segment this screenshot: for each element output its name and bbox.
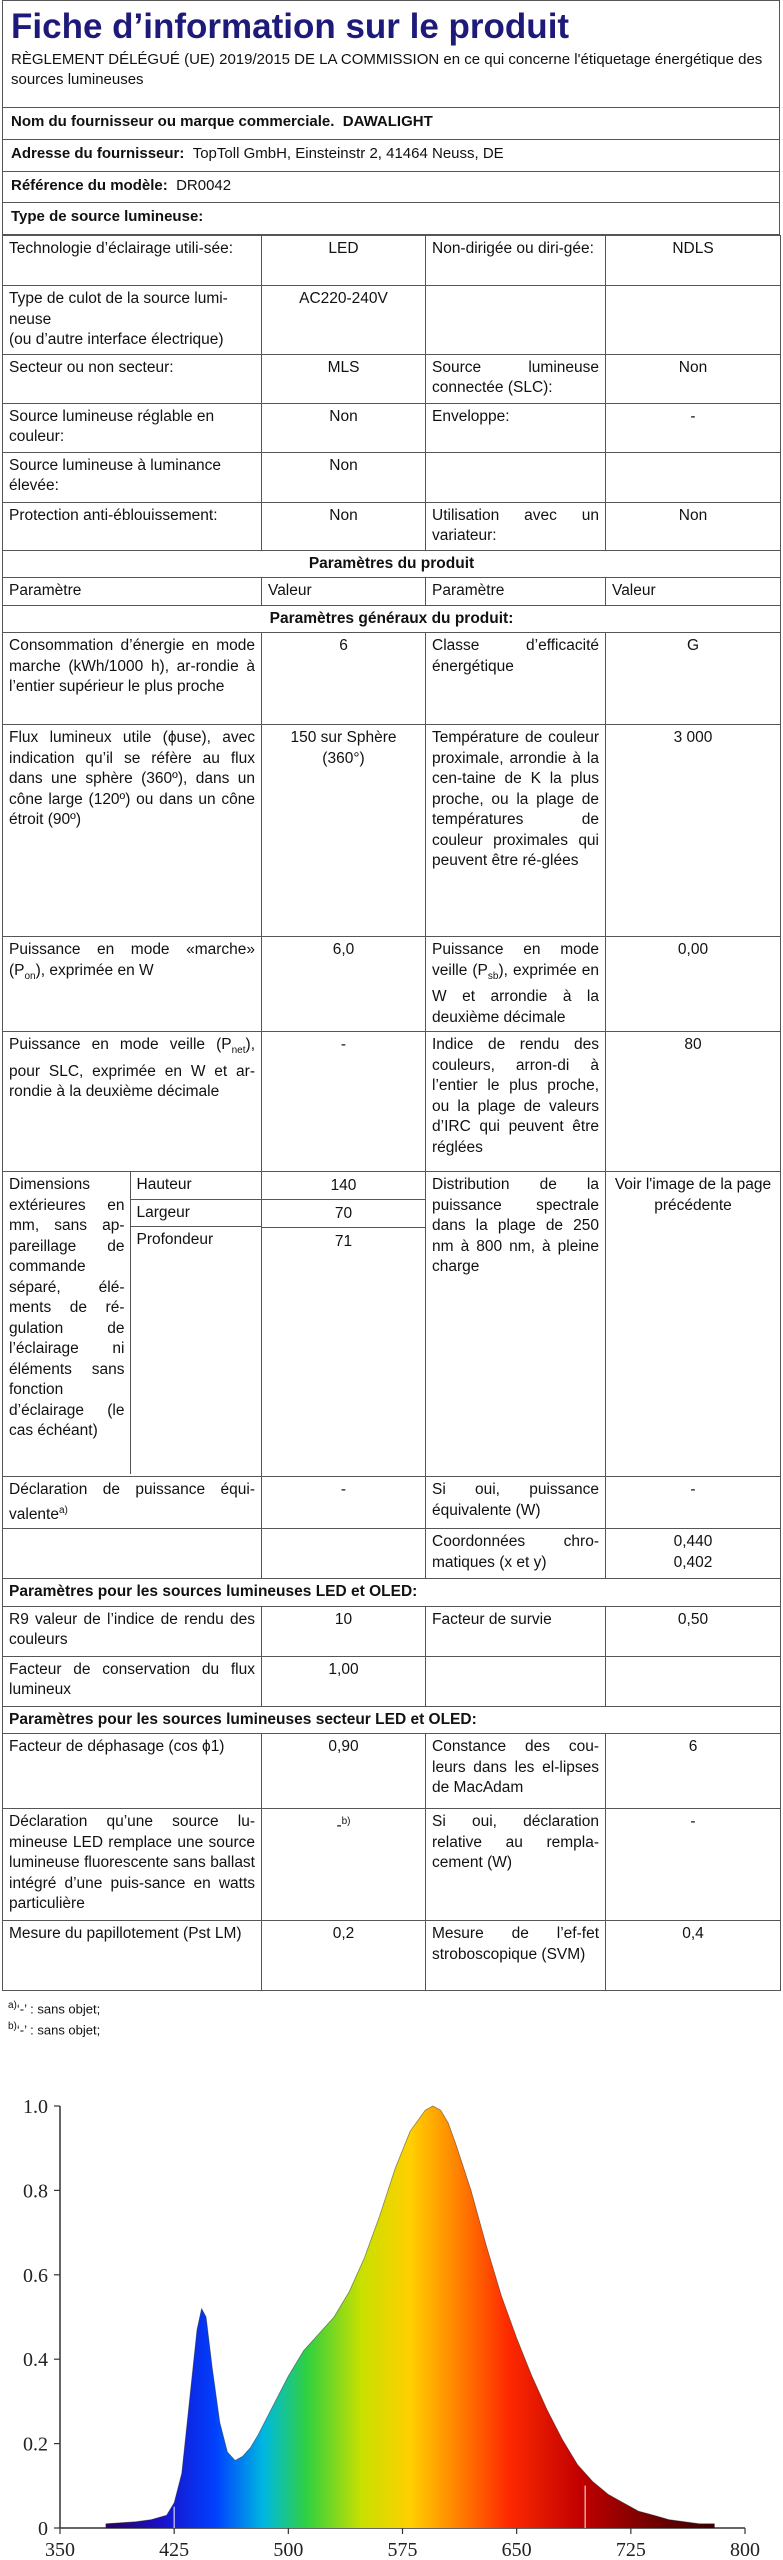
address-row [2, 140, 780, 172]
table-row: Protection anti-éblouissement: Non Utilisation avec un variateur: Non [3, 502, 781, 550]
regulation-text: RÈGLEMENT DÉLÉGUÉ (UE) 2019/2015 DE LA COMMISSION en ce qui concerne l'étiquetage énergétique des sources lumineuses [2, 48, 780, 108]
y-tick-label: 0.4 [23, 2349, 48, 2372]
table-row: Facteur de conservation du flux lumineux 1,00 [3, 1656, 781, 1706]
x-tick-label: 650 [501, 2539, 532, 2560]
product-table [2, 235, 781, 1991]
x-tick-label: 575 [387, 2539, 418, 2560]
table-row: R9 valeur de l’indice de rendu des couleurs 10 Facteur de survie 0,50 [3, 1606, 781, 1656]
x-tick-label: 350 [45, 2539, 75, 2560]
section-header: Paramètres pour les sources lumineuses LED et OLED: [3, 1579, 781, 1607]
y-tick-label: 0.6 [23, 2264, 48, 2287]
section-header: Paramètres du produit [3, 550, 781, 578]
table-row: Coordonnées chro-matiques (x et y) 0,440 0,402 [3, 1529, 781, 1579]
type-section-title: Type de source lumineuse: [2, 203, 780, 235]
table-row: Technologie d’éclairage utili-sée: LED Non-dirigée ou diri-gée: NDLS [3, 236, 781, 286]
table-row: Flux lumineux utile (ϕuse), avec indication qu’il se réfère au flux dans une sphère (360º), dans un cône large (120º) ou dans un cône étroit (90º) 150 sur Sphère (360°) Température de couleur proximale, arrondie à la cen-taine de K la plus proche, ou la plage de températures de couleur proximales qui peuvent être ré-glées 3 000 [3, 725, 781, 937]
y-tick-label: 0.2 [23, 2433, 48, 2456]
address-value: TopToll GmbH, Einsteinstr 2, 41464 Neuss, DE [192, 145, 504, 162]
supplier-row [2, 108, 780, 140]
table-row: Source lumineuse réglable en couleur: Non Enveloppe: - [3, 403, 781, 452]
model-row [2, 172, 780, 203]
table-row: Mesure du papillotement (Pst LM) 0,2 Mesure de l’ef-fet stroboscopique (SVM) 0,4 [3, 1921, 781, 1991]
spectrum-area [106, 2106, 715, 2528]
y-tick-label: 0.8 [23, 2180, 48, 2203]
table-row: Puissance en mode veille $(P_{net})$, pour SLC, exprimée en W et ar-rondie à la deuxième décimale - Indice de rendu des couleurs, arron-di à l’entier le plus proche, ou la plage de valeurs d’IRC qui peuvent être réglées 80 [3, 1032, 781, 1172]
table-row: Facteur de déphasage (cos ϕ1) 0,90 Constance des cou-leurs dans les el-lipses de MacAdam 6 [3, 1734, 781, 1809]
supplier-label: Nom du fournisseur ou marque commerciale. [11, 113, 335, 130]
x-tick-label: 800 [730, 2539, 760, 2560]
table-row: Source lumineuse à luminance élevée: Non [3, 452, 781, 502]
table-row: Type de culot de la source lumi-neuse (ou d’autre interface électrique) AC220-240V [3, 286, 781, 355]
table-row: Consommation d’énergie en mode marche (kWh/1000 h), ar-rondie à l’entier supérieur le plus proche 6 Classe d’efficacité énergétique G [3, 633, 781, 725]
table-row: Déclaration de puissance équi-valente$^{a)}$ - Si oui, puissance équivalente (W) - [3, 1477, 781, 1529]
dimensions-row: Dimensions extérieures en mm, sans ap-pareillage de commande séparé, élé-ments de ré-gulation de l’éclairage ni éléments sans fonction d’éclairage (le cas échéant) Hauteur Largeur Profondeur 140 70 71 Distribution de la puissance spectrale dans la plage de 250 nm à 800 nm, à pleine charge Voir l'image de la page précédente [3, 1172, 781, 1477]
table-row: Déclaration qu’une source lu-mineuse LED remplace une source lumineuse fluorescente sans ballast intégré d’une puis-sance en watts particulière -$^{b)}$ Si oui, déclaration relative au rempla-cement (W) - [3, 1809, 781, 1921]
model-value: DR0042 [176, 177, 232, 194]
footnote-b: $^{b)}$‘-’ : sans objet; [8, 2020, 101, 2037]
supplier-value: DAWALIGHT [342, 113, 433, 130]
x-tick-label: 500 [273, 2539, 304, 2560]
footnotes [2, 1991, 780, 2043]
chart-marks [106, 2106, 715, 2528]
address-label: Adresse du fournisseur: [11, 145, 185, 162]
dimensions-label: Dimensions extérieures en mm, sans ap-pareillage de commande séparé, élé-ments de ré-gulation de l’éclairage ni éléments sans fonction d’éclairage (le cas échéant) [3, 1172, 130, 1474]
x-tick-label: 725 [615, 2539, 646, 2560]
column-headers: Paramètre Valeur Paramètre Valeur [3, 578, 781, 606]
table-row: Secteur ou non secteur: MLS Source lumineuse connectée (SLC): Non [3, 354, 781, 403]
page-title: Fiche d’information sur le produit [2, 0, 780, 48]
footnote-a: $^{a)}$‘-’ : sans objet; [8, 2000, 101, 2017]
section-header: Paramètres généraux du produit: [3, 605, 781, 633]
product-information-sheet [2, 0, 780, 2043]
y-tick-label: 1.0 [23, 2096, 48, 2118]
x-tick-label: 425 [159, 2539, 190, 2560]
section-header: Paramètres pour les sources lumineuses secteur LED et OLED: [3, 1706, 781, 1734]
y-tick-label: 0 [38, 2518, 48, 2540]
table-row: Puissance en mode «marche» $(P_{on})$, exprimée en W 6,0 Puissance en mode veille $(P_{sb})$, exprimée en W et arrondie à la deuxième décimale 0,00 [3, 937, 781, 1032]
spectral-distribution-chart [0, 2084, 783, 2560]
model-label: Référence du modèle: [11, 177, 168, 194]
